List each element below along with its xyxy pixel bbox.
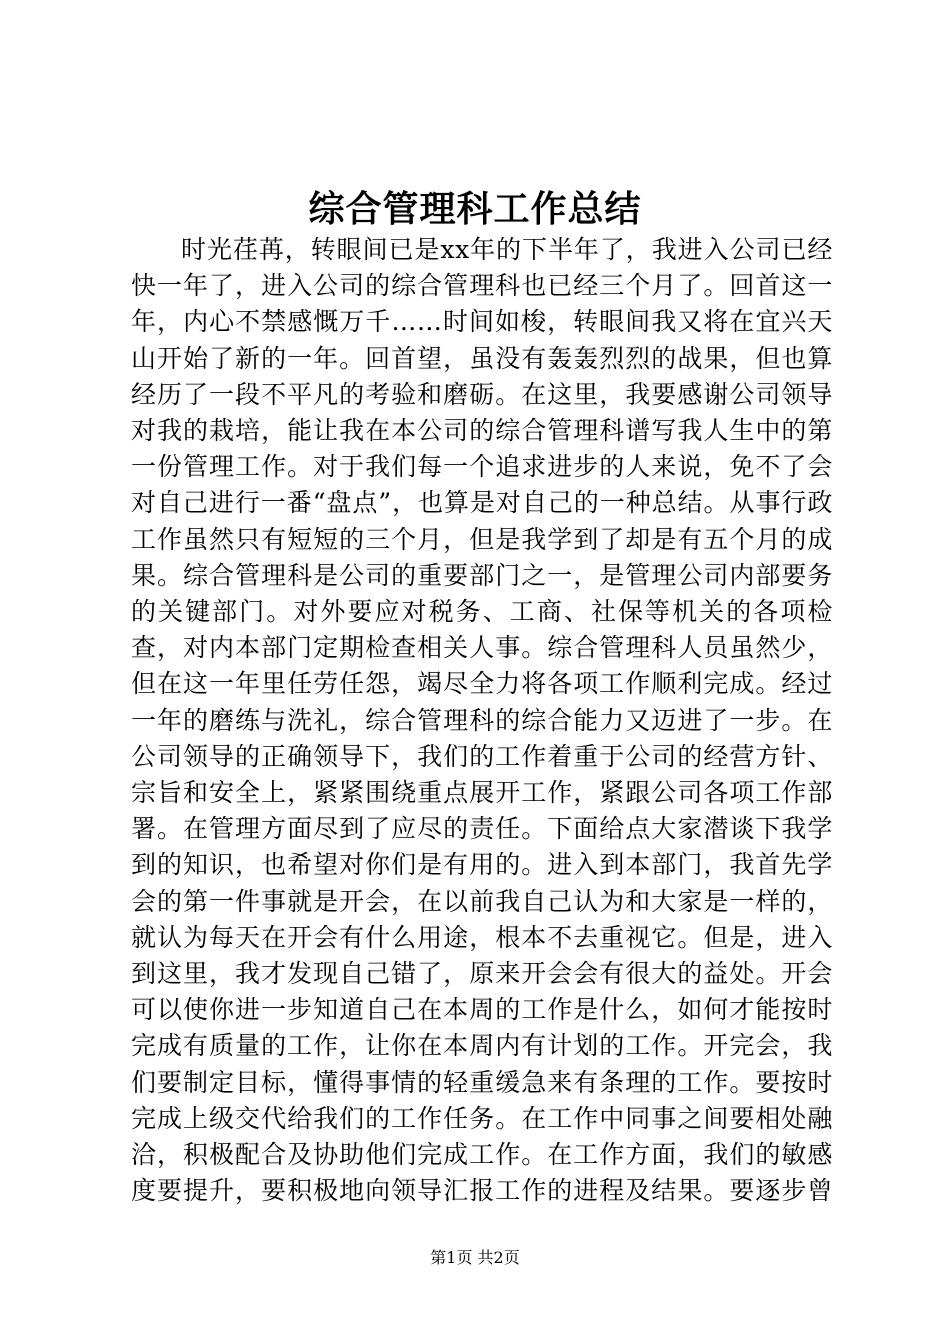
document-body-paragraph: 时光荏苒，转眼间已是xx年的下半年了，我进入公司已经快一年了，进入公司的综合管理科也已经三个月了。回首这一年，内心不禁感慨万千……时间如梭，转眼间我又将在宜兴天山开始了新的一年。回首望，虽没有轰轰烈烈的战果，但也算经历了一段不平凡的考验和磨砺。在这里，我要感谢公司领导对我的栽培，能让我在本公司的综合管理科谱写我人生中的第一份管理工作。对于我们每一个追求进步的人来说，免不了会对自己进行一番“盘点”，也算是对自己的一种总结。从事行政工作虽然只有短短的三个月，但是我学到了却是有五个月的成果。综合管理科是公司的重要部门之一，是管理公司内部要务的关键部门。对外要应对税务、工商、社保等机关的各项检查，对内本部门定期检查相关人事。综合管理科人员虽然少，但在这一年里任劳任怨，竭尽全力将各项工作顺利完成。经过一年的磨练与洗礼，综合管理科的综合能力又迈进了一步。在公司领导的正确领导下，我们的工作着重于公司的经营方针、宗旨和安全上，紧紧围绕重点展开工作，紧跟公司各项工作部署。在管理方面尽到了应尽的责任。下面给点大家潜谈下我学到的知识，也希望对你们是有用的。进入到本部门，我首先学会的第一件事就是开会，在以前我自己认为和大家是一样的，就认为每天在开会有什么用途，根本不去重视它。但是，进入到这里，我才发现自己错了，原来开会会有很大的益处。开会可以使你进一步知道自己在本周的工作是什么，如何才能按时完成有质量的工作，让你在本周内有计划的工作。开完会，我们要制定目标，懂得事情的轻重缓急来有条理的工作。要按时完成上级交代给我们的工作任务。在工作中同事之间要相处融洽，积极配合及协助他们完成工作。在工作方面，我们的敏感度要提升，要积极地向领导汇报工作的进程及结果。要逐步曾 (131, 235, 833, 1206)
document-title: 综合管理科工作总结 (308, 188, 642, 230)
page-number-footer: 第1页 共2页 (430, 1248, 520, 1267)
